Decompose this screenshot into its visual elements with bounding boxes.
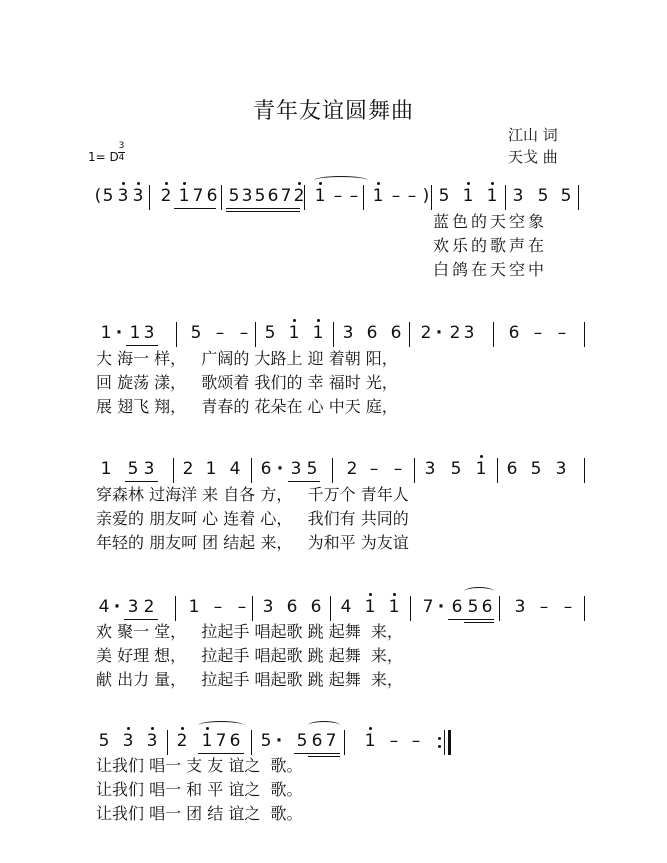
lyrics-line-1-verse-3: 白鸽在天空中: [433, 260, 548, 279]
bar-line: [251, 730, 252, 755]
beam-underline: [174, 208, 216, 209]
lyrics-line-5-verse-3: 让我们 唱一 团 结 谊之 歌。: [96, 804, 303, 823]
notation-line-1: [0, 0, 1, 1]
note: 6: [506, 459, 518, 479]
sustain-dash: –: [391, 186, 401, 206]
note: 6: [206, 186, 218, 206]
beam-underline: [126, 345, 158, 346]
bar-line: [584, 322, 585, 347]
note: 1: [288, 323, 300, 343]
note: 1: [312, 323, 324, 343]
note: 1: [486, 186, 498, 206]
note: 3: [555, 459, 567, 479]
sustain-dash: –: [333, 186, 343, 206]
bar-line: [578, 185, 579, 210]
note: 6: [260, 459, 272, 479]
note: 5: [228, 186, 240, 206]
slur-tie: [308, 721, 340, 730]
high-octave-dot: [151, 727, 154, 730]
beam-underline: [464, 622, 494, 623]
high-octave-dot: [183, 182, 186, 185]
note: 6: [229, 731, 241, 751]
note: 3: [241, 186, 253, 206]
note: 6: [311, 731, 323, 751]
bar-line: [414, 458, 415, 483]
note: 3: [514, 597, 526, 617]
sustain-dash: –: [369, 459, 379, 479]
bar-line: [584, 458, 585, 483]
notation-row-5: [0, 730, 667, 756]
high-octave-dot: [491, 182, 494, 185]
bar-line: [431, 185, 432, 210]
note: 5: [98, 731, 110, 751]
high-octave-dot: [480, 455, 483, 458]
note: 5: [530, 459, 542, 479]
time-signature-top: 3: [118, 141, 125, 151]
bar-line: [175, 596, 176, 621]
beam-underline: [198, 753, 244, 754]
note: 2: [293, 186, 305, 206]
high-octave-dot: [137, 182, 140, 185]
note: 1: [201, 731, 213, 751]
augmentation-dot: ·: [275, 731, 283, 751]
note: 6: [451, 597, 463, 617]
sustain-dash: –: [215, 323, 225, 343]
augmentation-dot: ·: [115, 323, 123, 343]
final-bar: [448, 730, 451, 755]
high-octave-dot: [369, 727, 372, 730]
note: 3: [117, 186, 129, 206]
note: 1: [188, 597, 200, 617]
lyrics-line-4-verse-1: 欢 聚一 堂， 拉起手 唱起歌 跳 起舞 来，: [96, 622, 403, 641]
beam-underline: [294, 753, 340, 754]
note: 1: [364, 731, 376, 751]
note: 5: [190, 323, 202, 343]
note: 5: [127, 459, 139, 479]
sustain-dash: –: [389, 731, 399, 751]
sustain-dash: –: [407, 186, 417, 206]
note: 6: [310, 597, 322, 617]
note: 7: [422, 597, 434, 617]
notation-text-holder: [0, 0, 1, 1]
sustain-dash: –: [557, 323, 567, 343]
sustain-dash: –: [563, 597, 573, 617]
sustain-dash: –: [213, 597, 223, 617]
sustain-dash: –: [239, 323, 249, 343]
note: 5: [102, 186, 114, 206]
note: 3: [127, 597, 139, 617]
time-signature-bottom: 4: [118, 153, 125, 163]
note: 3: [262, 597, 274, 617]
bar-line: [167, 730, 168, 755]
note: 3: [143, 323, 155, 343]
note: 5: [560, 186, 572, 206]
note: 1: [205, 459, 217, 479]
note: 5: [438, 186, 450, 206]
key-signature: 1= D: [88, 150, 119, 164]
augmentation-dot: ·: [276, 459, 284, 479]
bar-line: [252, 596, 253, 621]
bar-line: [221, 185, 222, 210]
note: 2: [182, 459, 194, 479]
note: 1: [364, 597, 376, 617]
lyrics-line-2-verse-2: 回 旋荡 漾， 歌颂着 我们的 幸 福时 光，: [96, 373, 398, 392]
augmentation-dot: ·: [113, 597, 121, 617]
repeat-dot: [438, 737, 441, 740]
note: 1: [388, 597, 400, 617]
bar-line: [493, 322, 494, 347]
lyricist-credit: 江山 词: [508, 126, 558, 144]
lyrics-line-2-verse-1: 大 海一 样， 广阔的 大路上 迎 着朝 阳，: [96, 349, 398, 368]
note: 2: [346, 459, 358, 479]
bar-line: [344, 730, 345, 755]
beam-underline: [448, 619, 494, 620]
beam-underline: [288, 481, 320, 482]
lyrics-line-1-verse-1: 蓝色的天空象: [433, 212, 548, 231]
note: 6: [366, 323, 378, 343]
note: 7: [280, 186, 292, 206]
repeat-dot: [438, 745, 441, 748]
bar-line: [304, 185, 305, 210]
beam-underline: [125, 481, 158, 482]
note: 5: [306, 459, 318, 479]
beam-underline: [308, 756, 340, 757]
note: 3: [424, 459, 436, 479]
high-octave-dot: [369, 593, 372, 596]
sustain-dash: –: [349, 186, 359, 206]
note: 1: [475, 459, 487, 479]
lyrics-line-3-verse-2: 亲爱的 朋友呵 心 连着 心， 我们有 共同的: [96, 509, 409, 528]
bar-line: [173, 458, 174, 483]
note: 4: [340, 597, 352, 617]
song-title: 青年友谊圆舞曲: [252, 99, 414, 124]
note: 3: [290, 459, 302, 479]
lyrics-line-1-verse-2: 欢乐的歌声在: [433, 236, 548, 255]
note: 1: [372, 186, 384, 206]
composer-credit: 天戈 曲: [508, 148, 558, 166]
note: 2: [160, 186, 172, 206]
note: 5: [264, 323, 276, 343]
bar-line: [332, 458, 333, 483]
note: 7: [325, 731, 337, 751]
note: 4: [229, 459, 241, 479]
note: 1: [314, 186, 326, 206]
note: 3: [132, 186, 144, 206]
note: 6: [508, 323, 520, 343]
beam-underline: [124, 619, 158, 620]
bar-line: [251, 458, 252, 483]
note: 3: [342, 323, 354, 343]
time-signature: [118, 142, 125, 163]
note: 5: [260, 731, 272, 751]
note: 2: [449, 323, 461, 343]
intro-parenthesis: (: [94, 186, 102, 206]
notation-row-1: [0, 185, 667, 211]
note: 1: [100, 323, 112, 343]
notation-row-4: [0, 596, 667, 622]
high-octave-dot: [377, 182, 380, 185]
note: 2: [143, 597, 155, 617]
lyrics-line-3-verse-3: 年轻的 朋友呵 团 结起 来， 为和平 为友谊: [96, 533, 409, 552]
high-octave-dot: [393, 593, 396, 596]
note: 6: [390, 323, 402, 343]
sustain-dash: –: [411, 731, 421, 751]
note: 6: [286, 597, 298, 617]
bar-line: [176, 322, 177, 347]
note: 3: [512, 186, 524, 206]
slur-tie: [464, 587, 494, 596]
notation-row-2: [0, 322, 667, 348]
note: 1: [462, 186, 474, 206]
note: 1: [178, 186, 190, 206]
lyrics-line-3-verse-1: 穿森林 过海洋 来 自各 方， 千万个 青年人: [96, 485, 409, 504]
bar-line: [409, 322, 410, 347]
high-octave-dot: [298, 182, 301, 185]
note: 1: [129, 323, 141, 343]
note: 5: [296, 731, 308, 751]
bar-line: [363, 185, 364, 210]
lyrics-line-2-verse-3: 展 翅飞 翔， 青春的 花朵在 心 中天 庭，: [96, 397, 398, 416]
bar-line: [333, 322, 334, 347]
note: 6: [267, 186, 279, 206]
notation-row-3: [0, 458, 667, 484]
high-octave-dot: [165, 182, 168, 185]
note: 4: [98, 597, 110, 617]
high-octave-dot: [181, 727, 184, 730]
high-octave-dot: [467, 182, 470, 185]
augmentation-dot: ·: [437, 597, 445, 617]
beam-underline: [226, 211, 300, 212]
high-octave-dot: [293, 319, 296, 322]
intro-parenthesis: ): [422, 186, 430, 206]
note: 7: [215, 731, 227, 751]
note: 1: [100, 459, 112, 479]
bar-line: [149, 185, 150, 210]
note: 3: [463, 323, 475, 343]
bar-line: [255, 322, 256, 347]
lyrics-line-5-verse-2: 让我们 唱一 和 平 谊之 歌。: [96, 780, 303, 799]
note: 5: [450, 459, 462, 479]
sustain-dash: –: [539, 597, 549, 617]
slur-tie: [314, 176, 368, 185]
high-octave-dot: [122, 182, 125, 185]
note: 5: [467, 597, 479, 617]
bar-line: [584, 596, 585, 621]
augmentation-dot: ·: [435, 323, 443, 343]
sustain-dash: –: [533, 323, 543, 343]
high-octave-dot: [127, 727, 130, 730]
note: 7: [192, 186, 204, 206]
note: 5: [537, 186, 549, 206]
high-octave-dot: [317, 319, 320, 322]
bar-line: [444, 730, 445, 755]
lyrics-line-4-verse-2: 美 好理 想， 拉起手 唱起歌 跳 起舞 来，: [96, 646, 403, 665]
note: 3: [146, 731, 158, 751]
sustain-dash: –: [393, 459, 403, 479]
bar-line: [499, 596, 500, 621]
bar-line: [497, 458, 498, 483]
note: 3: [143, 459, 155, 479]
note: 5: [254, 186, 266, 206]
note: 3: [122, 731, 134, 751]
sustain-dash: –: [237, 597, 247, 617]
beam-underline: [226, 208, 300, 209]
note: 6: [481, 597, 493, 617]
lyrics-line-4-verse-3: 献 出力 量， 拉起手 唱起歌 跳 起舞 来，: [96, 670, 403, 689]
lyrics-line-5-verse-1: 让我们 唱一 支 友 谊之 歌。: [96, 756, 303, 775]
note: 2: [420, 323, 432, 343]
bar-line: [505, 185, 506, 210]
slur-tie: [198, 721, 244, 730]
bar-line: [410, 596, 411, 621]
bar-line: [330, 596, 331, 621]
note: 2: [176, 731, 188, 751]
